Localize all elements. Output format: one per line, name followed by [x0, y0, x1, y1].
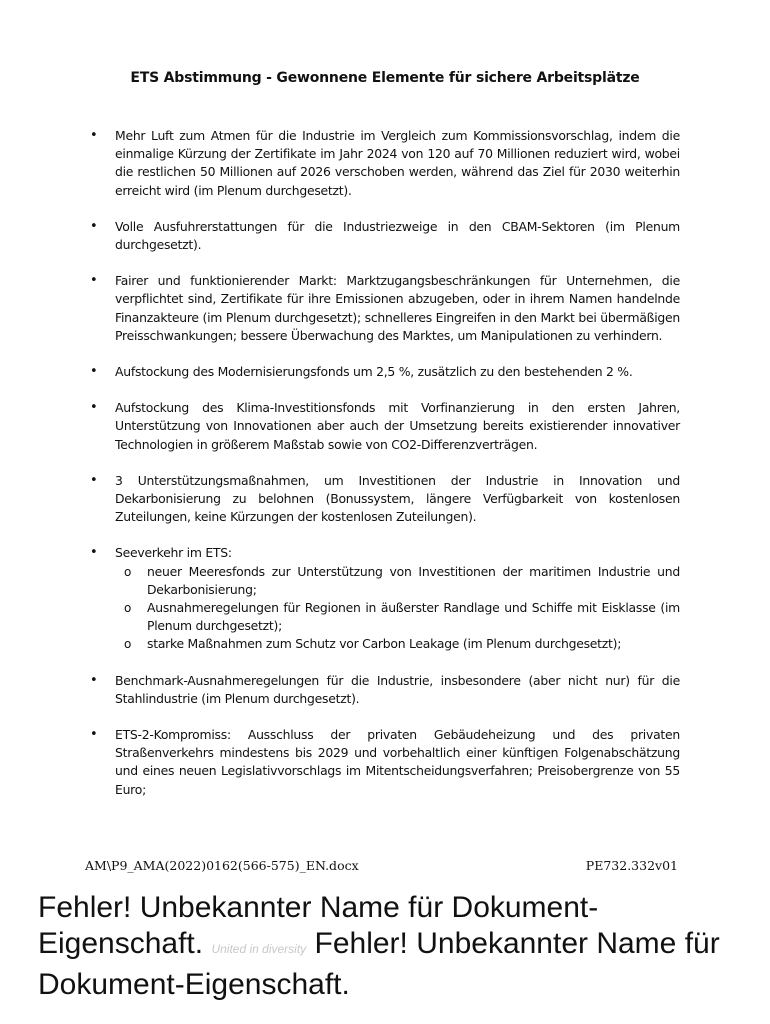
bullet-item [90, 672, 680, 708]
bullet-text: Fairer und funktionierender Markt: Marktzugangsbeschränkungen für Unternehmen, die verpflichtet sind, Zertifikate für ihre Emissionen abzugeben, oder in ihrem Namen handelnde Finanzakteure (im Plenum durchgesetzt); schnelleres Eingreifen in den Markt bei übermäßigen Preisschwankungen; bessere Überwachung des Marktes, um Manipulationen zu verhindern. [115, 273, 680, 343]
field-error-block [38, 890, 758, 1003]
bullet-text: Volle Ausfuhrerstattungen für die Industriezweige in den CBAM-Sektoren (im Plenum durchgesetzt). [115, 218, 680, 253]
bullet-text: Benchmark-Ausnahmeregelungen für die Industrie, insbesondere (aber nicht nur) für die Stahlindustrie (im Plenum durchgesetzt). [115, 672, 680, 706]
bullet-text: Aufstockung des Klima-Investitionsfonds mit Vorfinanzierung in den ersten Jahren, Unterstützung von Innovationen aber auch der Umsetzung bereits existierender innovativer Technologien in größerem Maßstab sowie von CO2-Differenzverträgen. [115, 400, 680, 452]
bullet-text: Seeverkehr im ETS: [115, 545, 232, 561]
bullet-text: 3 Unterstützungsmaßnahmen, um Investitionen der Industrie in Innovation und Dekarbonisierung zu belohnen (Bonussystem, längere Verfügbarkeit von kostenlosen Zuteilungen, keine Kürzungen der kostenlosen Zuteilungen). [115, 472, 680, 525]
bullet-item-sea [90, 544, 680, 653]
bullet-text: Mehr Luft zum Atmen für die Industrie im Vergleich zum Kommissionsvorschlag, indem die einmalige Kürzung der Zertifikate im Jahr 2024 von 120 auf 70 Millionen reduziert wird, wobei die restlichen 50 Millionen auf 2026 verschoben werden, während das Ziel für 2030 weiterhin erreicht wird (im Plenum durchgesetzt). [115, 128, 680, 198]
bullet-item [90, 399, 680, 454]
sub-item [115, 563, 680, 599]
footer-doc-ref: AM\P9_AMA(2022)0162(566-575)_EN.docx [85, 858, 359, 873]
sub-item-text: Ausnahmeregelungen für Regionen in äußerster Randlage und Schiffe mit Eisklasse (im Plenum durchgesetzt); [147, 600, 680, 634]
sub-item-text: neuer Meeresfonds zur Unterstützung von Investitionen der maritimen Industrie und Dekarbonisierung; [147, 563, 680, 597]
field-error-1: Fehler! Unbekannter Name für Dokument-Eigenschaft. [38, 891, 599, 960]
sub-item [115, 635, 680, 653]
sub-list [115, 563, 680, 654]
motto-text: United in diversity [211, 942, 307, 956]
bullet-item [90, 363, 680, 381]
bullet-item [90, 218, 680, 254]
sub-item-text: starke Maßnahmen zum Schutz vor Carbon Leakage (im Plenum durchgesetzt); [147, 636, 622, 652]
page-title: ETS Abstimmung - Gewonnene Elemente für sichere Arbeitsplätze [130, 70, 640, 86]
bullet-text: ETS-2-Kompromiss: Ausschluss der privaten Gebäudeheizung und des privaten Straßenverkehrs mindestens bis 2029 und vorbehaltlich einer künftigen Folgenabschätzung und eines neuen Legislativvorschlags im Mitentscheidungsverfahren; Preisobergrenze von 55 Euro; [115, 727, 680, 797]
sub-item [115, 599, 680, 635]
bullet-item [90, 127, 680, 200]
bullet-text: Aufstockung des Modernisierungsfonds um 2,5 %, zusätzlich zu den bestehenden 2 %. [115, 364, 633, 380]
footer-pe-ref: PE732.332v01 [585, 858, 678, 873]
field-error-2: Fehler! Unbekannter Name für Dokument-Eigenschaft. [38, 927, 720, 1001]
bullet-item [90, 272, 680, 345]
bullet-item [90, 726, 680, 799]
bullet-list [90, 127, 680, 799]
bullet-item [90, 472, 680, 527]
